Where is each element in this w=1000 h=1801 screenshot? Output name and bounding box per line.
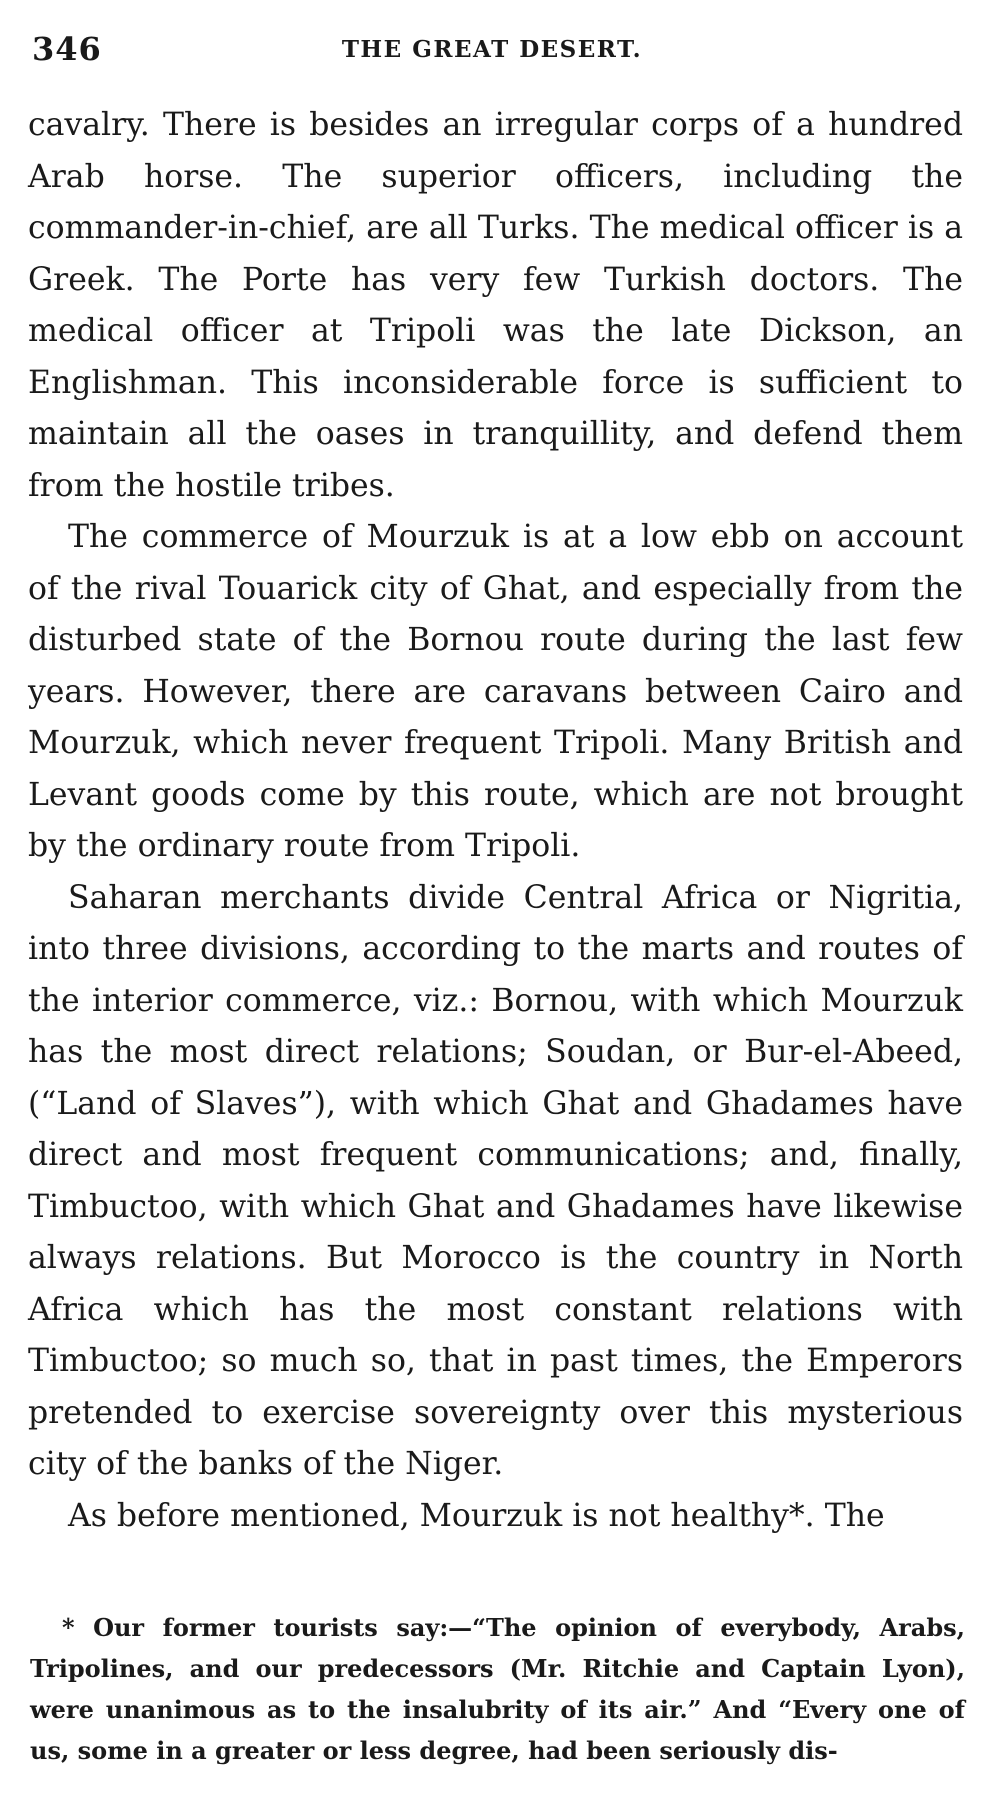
body-text bbox=[28, 100, 963, 1542]
paragraph-1: cavalry. There is besides an irregular corps of a hundred Arab horse. The superior officers, including the commander-in-chief, are all Turks. The medical officer is a Greek. The Porte has very few Turkish doctors. The medical officer at Tripoli was the late Dickson, an Englishman. This inconsiderable force is sufficient to maintain all the oases in tranquillity, and defend them from the hostile tribes. bbox=[28, 107, 963, 504]
paragraph-2: The commerce of Mourzuk is at a low ebb on account of the rival Touarick city of Ghat, and especially from the disturbed state of the Bornou route during the last few years. However, there are caravans between Cairo and Mourzuk, which never frequent Tripoli. Many British and Levant goods come by this route, which are not brought by the ordinary route from Tripoli. bbox=[28, 519, 963, 864]
footnote-text: * Our former tourists say:—“The opinion of everybody, Arabs, Tripolines, and our predecessors (Mr. Ritchie and Captain Lyon), were unanimous as to the insalubrity of its air.” And “Every one of us, some in a greater or less degree, had been seriously dis- bbox=[30, 1613, 965, 1765]
page-number: 346 bbox=[32, 30, 102, 68]
paragraph-3: Saharan merchants divide Central Africa or Nigritia, into three divisions, according to the marts and routes of the interior commerce, viz.: Bornou, with which Mourzuk has the most direct relations; Soudan, or Bur-el-Abeed, (“Land of Slaves”), with which Ghat and Ghadames have direct and most frequent communications; and, finally, Timbuctoo, with which Ghat and Ghadames have likewise always relations. But Morocco is the country in North Africa which has the most constant relations with Timbuctoo; so much so, that in past times, the Emperors pretended to exercise sovereignty over this mysterious city of the banks of the Niger. bbox=[28, 879, 963, 1482]
running-title: THE GREAT DESERT. bbox=[341, 36, 643, 63]
footnote bbox=[30, 1607, 965, 1771]
paragraph-4: As before mentioned, Mourzuk is not healthy*. The bbox=[68, 1497, 885, 1534]
running-head bbox=[32, 30, 952, 70]
